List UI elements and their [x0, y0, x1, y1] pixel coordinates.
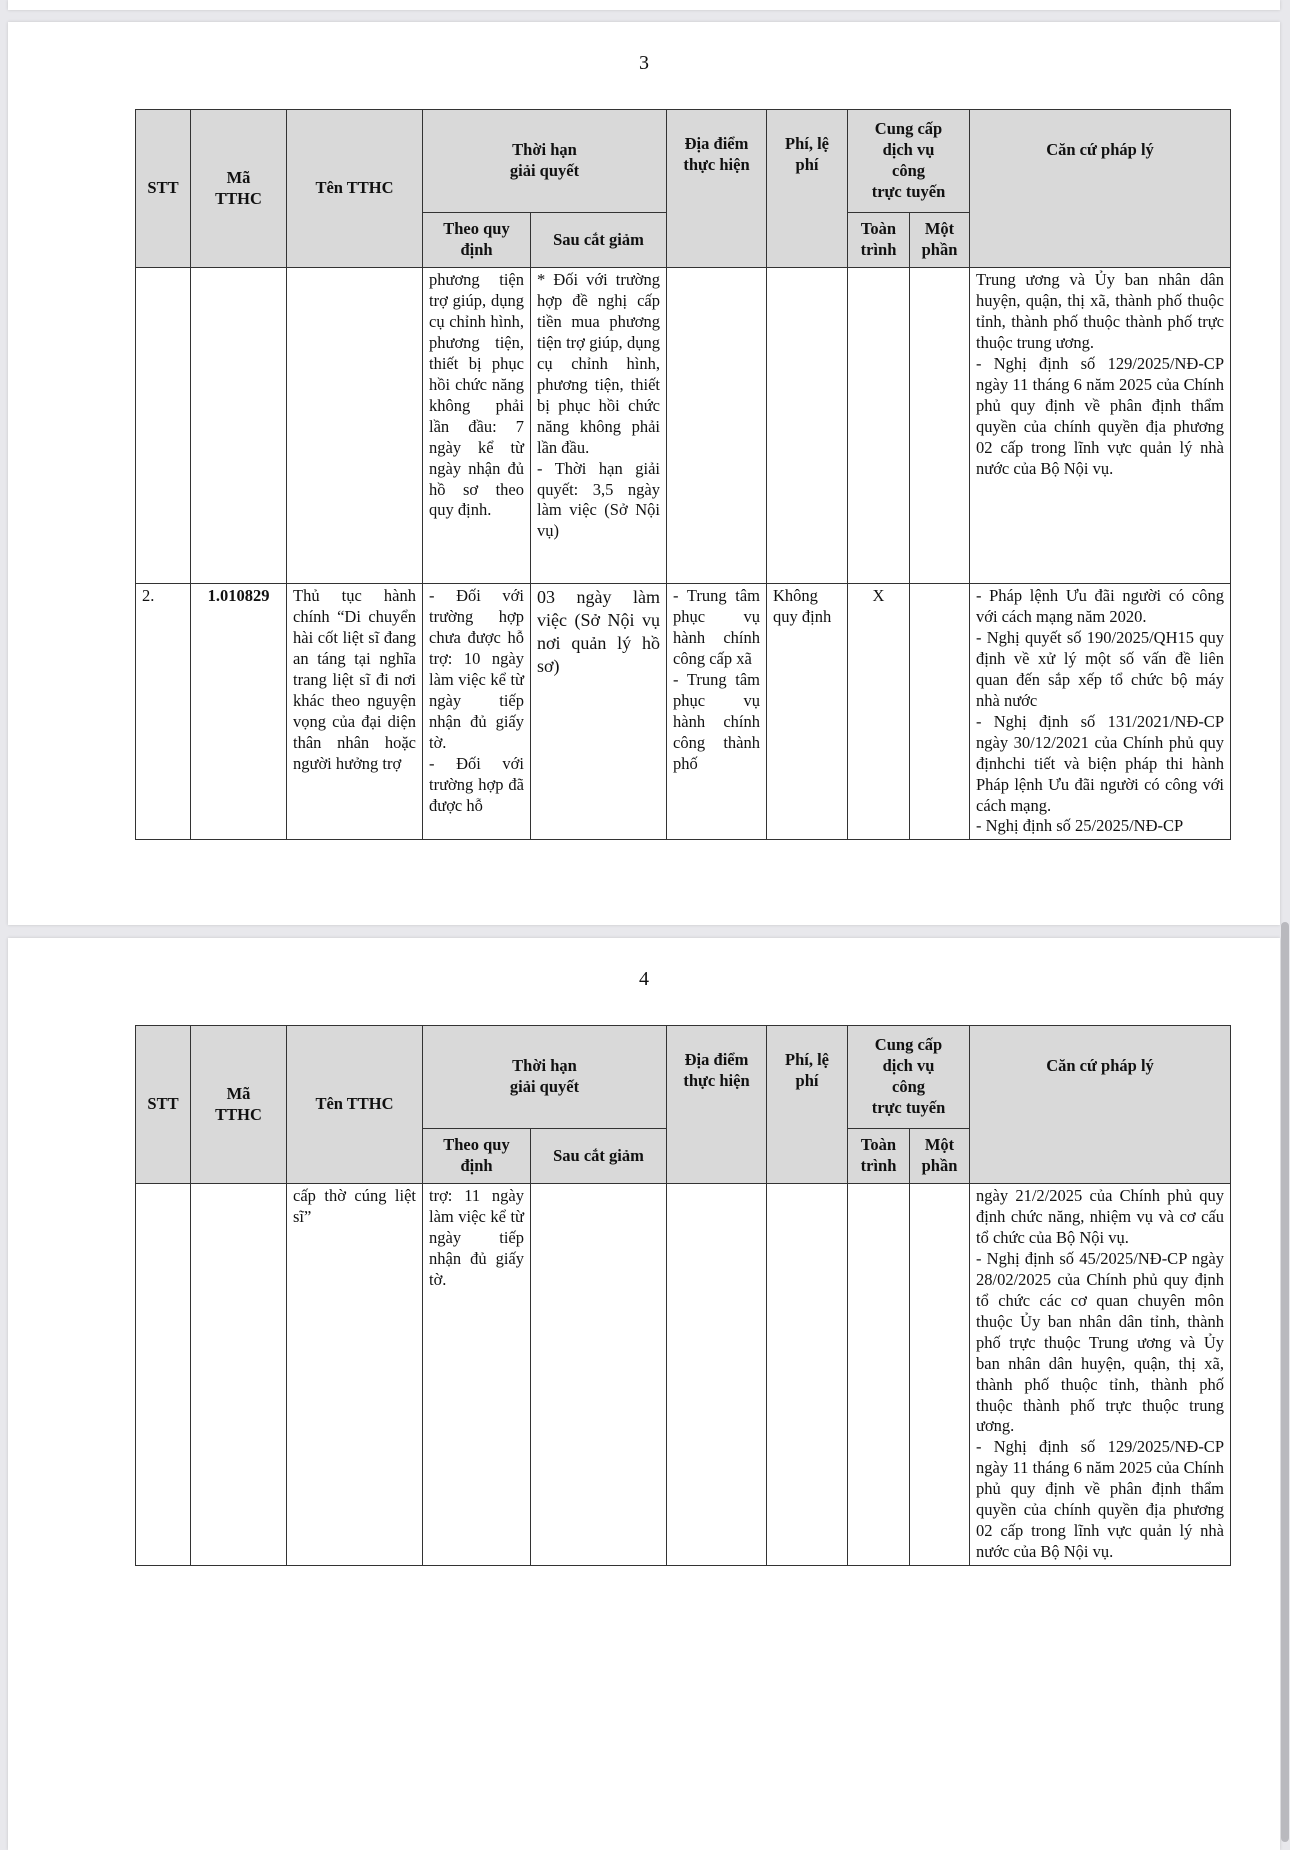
cell-mot-phan	[910, 268, 970, 584]
table-row	[136, 584, 1231, 840]
cell-theo-quy-dinh: - Đối với trường hợp chưa được hỗ trợ: 10 ngày làm việc kể từ ngày tiếp nhận đủ giấy tờ. - Đối với trường hợp đã được hỗ	[423, 584, 531, 840]
col-header-sau-cat-giam: Sau cắt giảm	[531, 213, 667, 268]
table-row	[136, 268, 1231, 584]
cell-mot-phan	[910, 584, 970, 840]
cell-dia-diem	[667, 268, 767, 584]
col-header-ten-tthc: Tên TTHC	[287, 1026, 423, 1184]
col-header-can-cu: Căn cứ pháp lý	[970, 1026, 1231, 1184]
table-row	[136, 1184, 1231, 1566]
col-header-cung-cap: Cung cấp dịch vụ công trực tuyến	[848, 110, 970, 213]
cell-stt: 2.	[136, 584, 191, 840]
col-header-can-cu: Căn cứ pháp lý	[970, 110, 1231, 268]
previous-page-edge	[8, 0, 1280, 10]
col-header-stt: STT	[136, 110, 191, 268]
cell-can-cu: ngày 21/2/2025 của Chính phủ quy định chức năng, nhiệm vụ và cơ cấu tổ chức của Bộ Nội vụ. - Nghị định số 45/2025/NĐ-CP ngày 28/02/2025 của Chính phủ quy định tổ chức các cơ quan chuyên môn thuộc Ủy ban nhân dân tỉnh, thành phố trực thuộc Trung ương và Ủy ban nhân dân huyện, quận, thị xã, thành phố thuộc tỉnh, thành phố thuộc thành phố trực thuộc trung ương. - Nghị định số 129/2025/NĐ-CP ngày 11 tháng 6 năm 2025 của Chính phủ quy định về phân định thẩm quyền của chính quyền địa phương 02 cấp trong lĩnh vực quản lý nhà nước của Bộ Nội vụ.	[970, 1184, 1231, 1566]
cell-ten: cấp thờ cúng liệt sĩ”	[287, 1184, 423, 1566]
document-page-3	[8, 22, 1280, 925]
document-page-4	[8, 938, 1280, 1850]
cell-stt	[136, 1184, 191, 1566]
col-header-mot-phan: Một phần	[910, 1129, 970, 1184]
col-header-dia-diem: Địa điểm thực hiện	[667, 110, 767, 268]
cell-mot-phan	[910, 1184, 970, 1566]
col-header-phi: Phí, lệ phí	[767, 1026, 848, 1184]
cell-ten	[287, 268, 423, 584]
cell-ten: Thủ tục hành chính “Di chuyển hài cốt liệt sĩ đang an táng tại nghĩa trang liệt sĩ đi nơi khác theo nguyện vọng của đại diện thân nhân hoặc người hưởng trợ	[287, 584, 423, 840]
col-header-mot-phan: Một phần	[910, 213, 970, 268]
page-number: 4	[639, 968, 649, 990]
col-header-ten-tthc: Tên TTHC	[287, 110, 423, 268]
col-header-thoi-han: Thời hạn giải quyết	[423, 110, 667, 213]
col-header-toan-trinh: Toàn trình	[848, 1129, 910, 1184]
cell-can-cu: Trung ương và Ủy ban nhân dân huyện, quận, thị xã, thành phố thuộc tỉnh, thành phố thuộc thành phố trực thuộc trung ương. - Nghị định số 129/2025/NĐ-CP ngày 11 tháng 6 năm 2025 của Chính phủ quy định về phân định thẩm quyền của chính quyền địa phương 02 cấp trong lĩnh vực quản lý nhà nước của Bộ Nội vụ.	[970, 268, 1231, 584]
procedure-table	[135, 1025, 1231, 1566]
col-header-theo-quy-dinh: Theo quy định	[423, 213, 531, 268]
cell-ma	[191, 268, 287, 584]
cell-phi: Không quy định	[767, 584, 848, 840]
col-header-stt: STT	[136, 1026, 191, 1184]
cell-toan-trinh	[848, 268, 910, 584]
cell-sau-cat-giam: * Đối với trường hợp đề nghị cấp tiền mua phương tiện trợ giúp, dụng cụ chỉnh hình, phương tiện, thiết bị phục hồi chức năng không phải lần đầu. - Thời hạn giải quyết: 3,5 ngày làm việc (Sở Nội vụ)	[531, 268, 667, 584]
col-header-sau-cat-giam: Sau cắt giảm	[531, 1129, 667, 1184]
page-number: 3	[639, 52, 649, 74]
col-header-cung-cap: Cung cấp dịch vụ công trực tuyến	[848, 1026, 970, 1129]
col-header-thoi-han: Thời hạn giải quyết	[423, 1026, 667, 1129]
cell-theo-quy-dinh: trợ: 11 ngày làm việc kể từ ngày tiếp nhận đủ giấy tờ.	[423, 1184, 531, 1566]
cell-stt	[136, 268, 191, 584]
cell-phi	[767, 268, 848, 584]
cell-phi	[767, 1184, 848, 1566]
cell-toan-trinh	[848, 1184, 910, 1566]
col-header-theo-quy-dinh: Theo quy định	[423, 1129, 531, 1184]
cell-dia-diem	[667, 1184, 767, 1566]
cell-dia-diem: - Trung tâm phục vụ hành chính công cấp xã - Trung tâm phục vụ hành chính công thành phố	[667, 584, 767, 840]
procedure-table	[135, 109, 1231, 840]
cell-sau-cat-giam	[531, 1184, 667, 1566]
col-header-phi: Phí, lệ phí	[767, 110, 848, 268]
vertical-scrollbar[interactable]	[1281, 922, 1289, 1842]
col-header-ma-tthc: Mã TTHC	[191, 1026, 287, 1184]
cell-toan-trinh: X	[848, 584, 910, 840]
cell-ma	[191, 1184, 287, 1566]
col-header-dia-diem: Địa điểm thực hiện	[667, 1026, 767, 1184]
cell-ma: 1.010829	[191, 584, 287, 840]
cell-can-cu: - Pháp lệnh Ưu đãi người có công với cách mạng năm 2020. - Nghị quyết số 190/2025/QH15 quy định về xử lý một số vấn đề liên quan đến sắp xếp tổ chức bộ máy nhà nước - Nghị định số 131/2021/NĐ-CP ngày 30/12/2021 của Chính phủ quy địnhchi tiết và biện pháp thi hành Pháp lệnh Ưu đãi người có công với cách mạng. - Nghị định số 25/2025/NĐ-CP	[970, 584, 1231, 840]
col-header-ma-tthc: Mã TTHC	[191, 110, 287, 268]
cell-sau-cat-giam: 03 ngày làm việc (Sở Nội vụ nơi quản lý hồ sơ)	[531, 584, 667, 840]
cell-theo-quy-dinh: phương tiện trợ giúp, dụng cụ chỉnh hình, phương tiện, thiết bị phục hồi chức năng không phải lần đầu: 7 ngày kể từ ngày nhận đủ hồ sơ theo quy định.	[423, 268, 531, 584]
col-header-toan-trinh: Toàn trình	[848, 213, 910, 268]
